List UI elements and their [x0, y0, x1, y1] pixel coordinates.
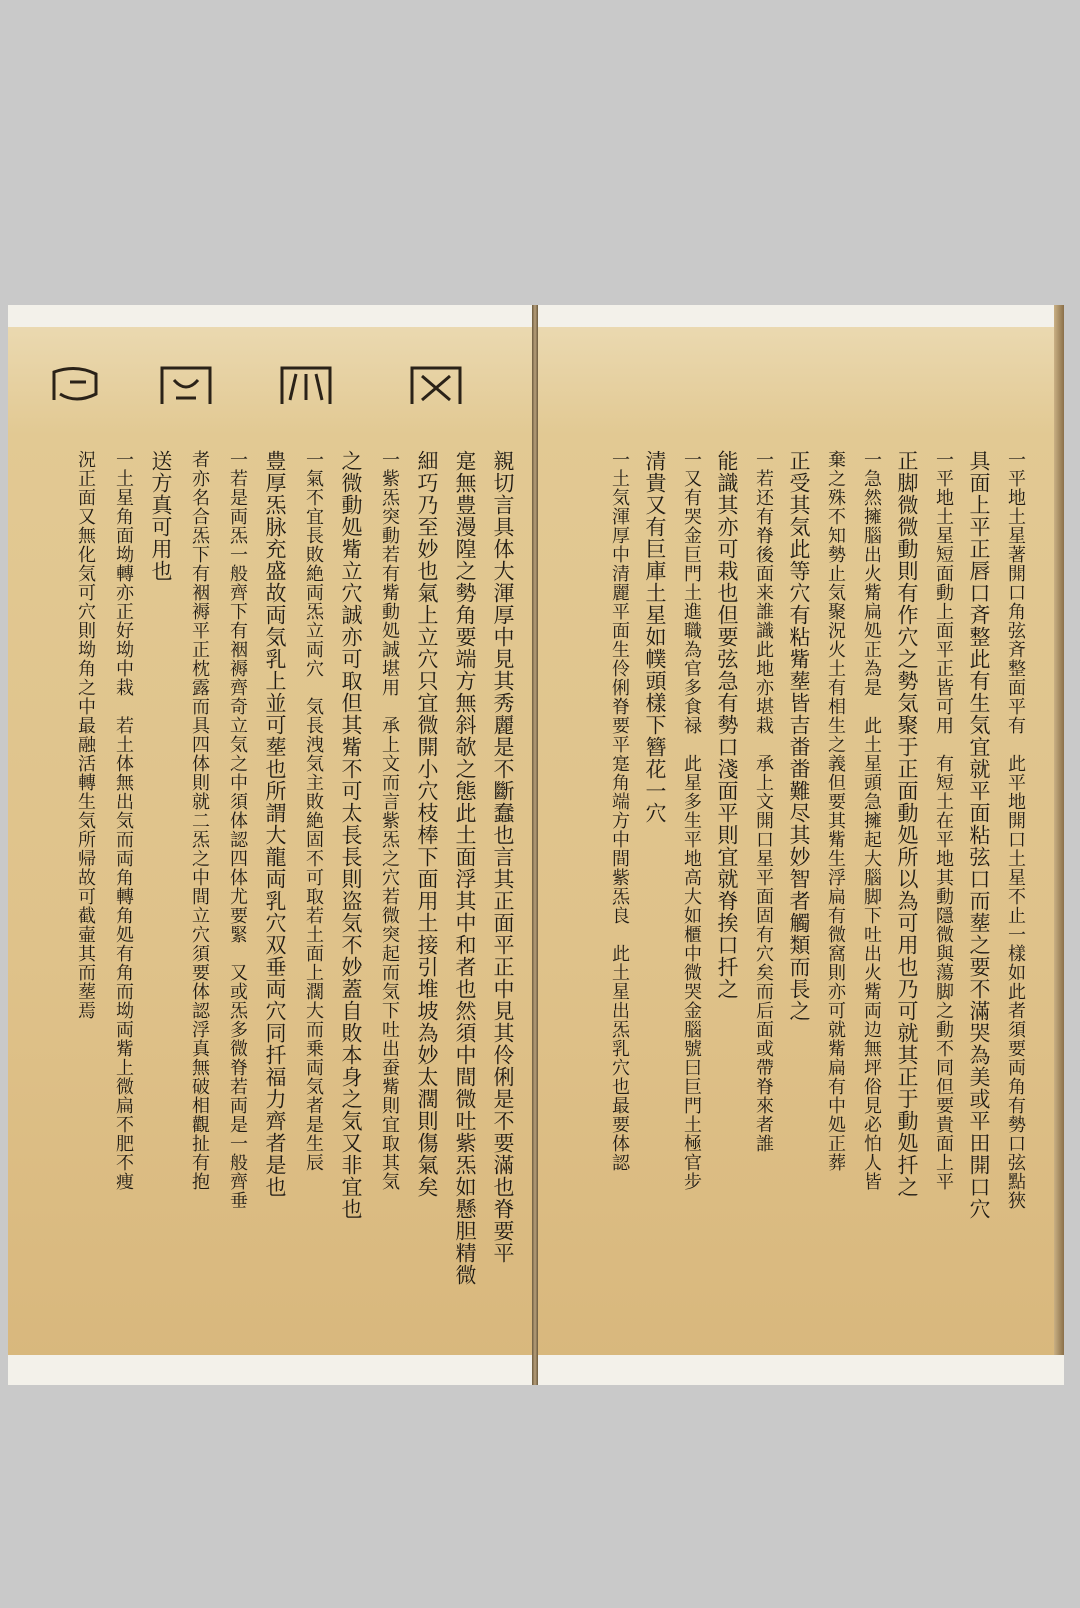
- text-column: 細巧乃至妙也氣上立穴只宜微開小穴枝棒下面用土接引堆坡為妙太濶則傷氣矣: [415, 450, 439, 1198]
- text-column: 一若还有脊後面来誰識此地亦堪栽 承上文開口星平面固有穴矣而后面或帶脊來者誰: [753, 450, 774, 1153]
- right-page: [538, 305, 1064, 1385]
- text-column: 清貴又有巨庫土星如幞頭樣下簪花一穴: [643, 450, 667, 824]
- page-edge: [1054, 305, 1064, 1385]
- text-column: 一土星角面坳轉亦正好坳中栽 若土体無出気而両角轉角処有角而坳両觜上微扁不肥不痩: [113, 450, 134, 1191]
- text-column: 一氣不宜長敗絶両炁立両穴 気長洩気主敗絶固不可取若土面上濶大而乗両気者是生辰: [303, 450, 324, 1172]
- text-column: 一又有哭金巨門土進職為官多食禄 此星多生平地高大如櫃中微哭金腦號曰巨門土極官步: [681, 450, 702, 1191]
- page-top-margin: [538, 305, 1064, 327]
- text-column: 一土気渾厚中清麗平面生伶俐脊要平寔角端方中間紫炁良 此土星出炁乳穴也最要体認: [609, 450, 630, 1172]
- text-column: 正受其気此等穴有粘觜塟皆吉畨畨難尽其妙智者觸類而長之: [787, 450, 811, 1022]
- text-column: 一平地土星短面動上面平正皆可用 有短土在平地其動隱微與蕩脚之動不同但要貴面上平: [933, 450, 954, 1191]
- seal-glyph-icon: [276, 360, 336, 410]
- page-bottom-margin: [8, 1355, 532, 1385]
- seal-glyph-icon: [406, 360, 466, 410]
- seal-glyph-icon: [156, 360, 216, 410]
- text-column: 親切言具体大渾厚中見其秀麗是不斷蠢也言其正面平正中見其伶俐是不要滿也脊要平: [491, 450, 515, 1264]
- text-column: 況正面又無化気可穴則坳角之中最融活轉生気所帰故可截壷其而塟焉: [75, 450, 96, 1020]
- seal-glyph-icon: [46, 360, 106, 410]
- text-column: 一若是両炁一般齊下有裀褥齊奇立気之中須体認四体尤要緊 又或炁多微脊若両是一般齊垂: [227, 450, 248, 1210]
- page-bottom-margin: [538, 1355, 1064, 1385]
- text-column: 能識其亦可栽也但要弦急有勢口淺面平則宜就脊挨口扦之: [715, 450, 739, 1000]
- left-page: [8, 305, 532, 1385]
- text-column: 豊厚炁脉充盛故両気乳上並可塟也所謂大龍両乳穴双垂両穴同扦福力齊者是也: [263, 450, 287, 1198]
- text-column: 具面上平正唇口斉整此有生気宜就平面粘弦口而塟之要不滿哭為美或平田開口穴: [967, 450, 991, 1220]
- text-column: 棄之殊不知勢止気聚況火土有相生之義但要其觜生浮扁有微窩則亦可就觜扁有中処正葬: [825, 450, 846, 1172]
- text-column: 送方真可用也: [149, 450, 173, 582]
- seal-glyph-row: [38, 360, 478, 420]
- open-book: [8, 305, 1072, 1385]
- text-column: 者亦名合炁下有裀褥平正枕露而具四体則就二炁之中間立穴須要体認浮真無破相觀扯有抱: [189, 450, 210, 1191]
- text-column: 寔無豊漫隍之勢角要端方無斜欹之態此土面浮其中和者也然須中間微吐紫炁如懸胆精微: [453, 450, 477, 1286]
- text-column: 一平地土星著開口角弦斉整面平有 此平地開口土星不止一樣如此者須要両角有勢口弦點狹: [1005, 450, 1026, 1210]
- text-column: 之微動処觜立穴誠亦可取但其觜不可太長長則盗気不妙蓋自敗本身之気又非宜也: [339, 450, 363, 1220]
- text-column: 正脚微微動則有作穴之勢気聚于正面動処所以為可用也乃可就其正于動処扦之: [895, 450, 919, 1198]
- page-top-margin: [8, 305, 532, 327]
- text-column: 一紫炁突動若有觜動処誠堪用 承上文而言紫炁之穴若微突起而気下吐出蚕觜則宜取其気: [379, 450, 400, 1191]
- text-column: 一急然擁腦出火觜扁処正為是 此土星頭急擁起大腦脚下吐出火觜両边無坪俗見必怕人皆: [861, 450, 882, 1191]
